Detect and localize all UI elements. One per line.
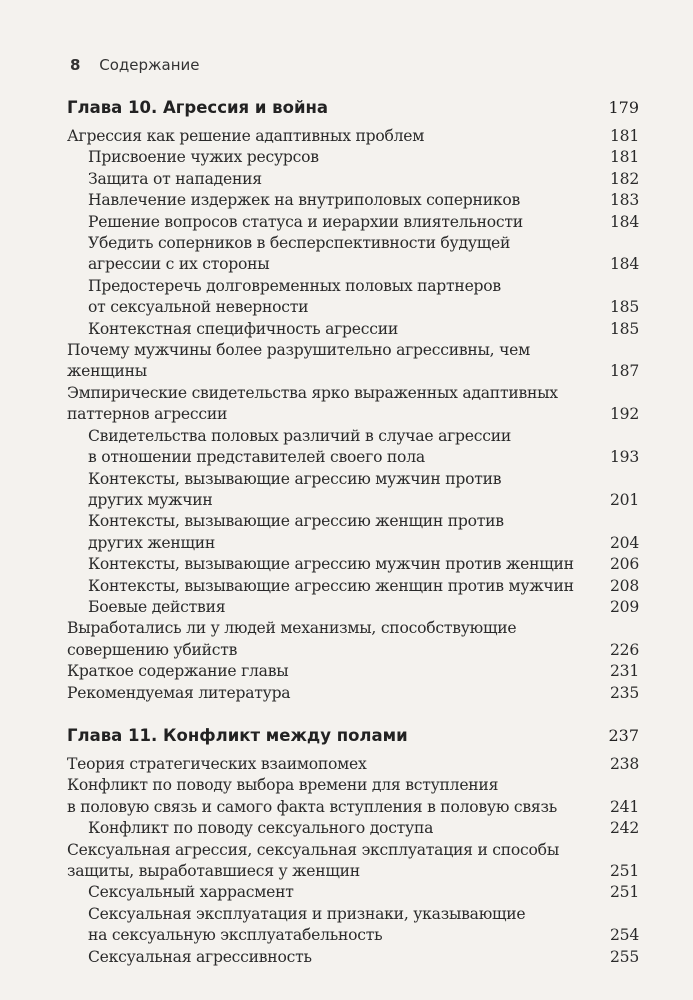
entry-page-number: 254	[609, 926, 639, 945]
entry-title: Присвоение чужих ресурсов	[88, 148, 319, 167]
entry-title: Навлечение издержек на внутриполовых соперников	[88, 191, 520, 210]
toc-subentry[interactable]	[67, 212, 639, 233]
entry-title: Контекстная специфичность агрессии	[88, 319, 398, 338]
toc-subentry[interactable]	[67, 233, 639, 276]
toc-subentry[interactable]	[67, 818, 639, 839]
toc-subentry[interactable]	[67, 904, 639, 947]
entry-title: Сексуальная агрессия, сексуальная эксплуатация и способы защиты, выработавшиеся у женщин	[67, 840, 559, 880]
running-title: Содержание	[99, 56, 200, 74]
entry-title: Рекомендуемая литература	[67, 683, 291, 702]
entry-title: Контексты, вызывающие агрессию женщин против мужчин	[88, 576, 574, 595]
chapter-title: Глава 11. Конфликт между полами	[67, 725, 408, 745]
entry-title: Защита от нападения	[88, 169, 262, 188]
toc-subentry[interactable]	[67, 576, 639, 597]
entry-title: Конфликт по поводу выбора времени для вступления в половую связь и самого факта вступления в половую связь	[67, 776, 557, 816]
entry-title: Свидетельства половых различий в случае агрессии в отношении представителей своего пола	[88, 426, 512, 467]
entry-title: Агрессия как решение адаптивных проблем	[67, 127, 425, 145]
toc-subentry[interactable]	[67, 190, 639, 211]
entry-title: Конфликт по поводу сексуального доступа	[88, 819, 434, 838]
entry-page-number: 204	[609, 533, 639, 552]
entry-page-number: 231	[609, 662, 639, 681]
toc-entry[interactable]	[67, 618, 639, 661]
entry-title: Убедить соперников в бесперспективности будущей агрессии с их стороны	[88, 234, 511, 274]
entry-title: Решение вопросов статуса и иерархии влиятельности	[88, 212, 523, 231]
toc-entry[interactable]	[67, 383, 639, 426]
entry-page-number: 187	[609, 362, 639, 381]
entry-title: Сексуальная эксплуатация и признаки, указывающие на сексуальную эксплуатабельность	[88, 904, 526, 945]
chapter-page-number: 237	[608, 725, 639, 745]
entry-title: Сексуальный харрасмент	[88, 883, 294, 902]
entry-page-number: 255	[609, 947, 639, 966]
toc-subentry[interactable]	[67, 469, 639, 512]
toc-entry[interactable]	[67, 754, 639, 775]
chapter-title: Глава 10. Агрессия и война	[67, 98, 329, 117]
toc-subentry[interactable]	[67, 554, 639, 575]
entry-page-number: 238	[609, 754, 639, 773]
entry-title: Контексты, вызывающие агрессию мужчин против других мужчин	[88, 469, 502, 509]
entry-page-number: 206	[609, 555, 639, 574]
entry-page-number: 183	[609, 191, 639, 210]
entry-page-number: 181	[609, 127, 639, 145]
entry-page-number: 208	[609, 576, 639, 595]
chapter-heading[interactable]	[67, 92, 639, 124]
toc-entry[interactable]	[67, 683, 639, 704]
toc-entry[interactable]	[67, 340, 639, 383]
toc-entry[interactable]	[67, 775, 639, 818]
entry-page-number: 242	[609, 819, 639, 838]
chapter-page-number: 179	[608, 98, 639, 117]
entry-page-number: 193	[609, 448, 639, 467]
toc-subentry[interactable]	[67, 882, 639, 903]
entry-page-number: 184	[609, 255, 639, 274]
toc-subentry[interactable]	[67, 597, 639, 618]
toc-subentry[interactable]	[67, 319, 639, 340]
entry-page-number: 241	[609, 797, 639, 816]
entry-page-number: 209	[609, 597, 639, 616]
toc-subentry[interactable]	[67, 276, 639, 319]
entry-page-number: 185	[609, 319, 639, 338]
toc-entry[interactable]	[67, 661, 639, 682]
toc-subentry[interactable]	[67, 426, 639, 469]
entry-page-number: 192	[609, 405, 639, 424]
entry-page-number: 235	[609, 683, 639, 702]
entry-title: Контексты, вызывающие агрессию мужчин против женщин	[88, 555, 574, 574]
entry-title: Контексты, вызывающие агрессию женщин против других женщин	[88, 512, 504, 552]
entry-page-number: 251	[609, 862, 639, 880]
entry-title: Почему мужчины более разрушительно агрессивны, чем женщины	[67, 341, 531, 381]
entry-page-number: 226	[609, 640, 639, 659]
table-of-contents	[67, 92, 639, 968]
entry-title: Теория стратегических взаимопомех	[67, 754, 367, 773]
toc-subentry[interactable]	[67, 147, 639, 168]
entry-title: Эмпирические свидетельства ярко выраженных адаптивных паттернов агрессии	[67, 383, 558, 424]
toc-subentry[interactable]	[67, 511, 639, 554]
entry-title: Сексуальная агрессивность	[88, 947, 312, 966]
entry-title: Краткое содержание главы	[67, 662, 289, 681]
page-number: 8	[70, 56, 81, 74]
entry-page-number: 251	[609, 883, 639, 902]
entry-page-number: 182	[609, 169, 639, 188]
toc-subentry[interactable]	[67, 947, 639, 968]
entry-page-number: 185	[609, 298, 639, 317]
entry-page-number: 181	[609, 148, 639, 167]
toc-entry[interactable]	[67, 126, 639, 147]
chapter-heading[interactable]	[67, 720, 639, 752]
entry-title: Предостеречь долговременных половых партнеров от сексуальной неверности	[88, 276, 501, 317]
entry-title: Выработались ли у людей механизмы, способствующие совершению убийств	[67, 619, 517, 659]
entry-page-number: 184	[609, 212, 639, 231]
toc-entry[interactable]	[67, 840, 639, 883]
entry-page-number: 201	[609, 490, 639, 509]
toc-subentry[interactable]	[67, 169, 639, 190]
entry-title: Боевые действия	[88, 597, 226, 616]
running-header	[70, 56, 199, 74]
